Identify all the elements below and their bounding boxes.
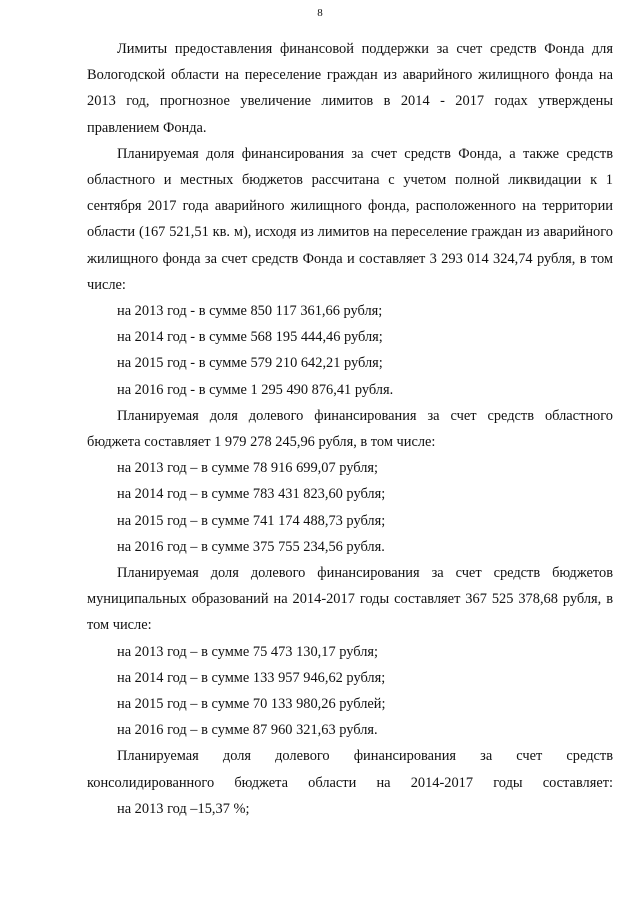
list-item: на 2015 год – в сумме 741 174 488,73 рубля; (117, 512, 386, 529)
document-body (87, 36, 613, 822)
list-item: на 2015 год – в сумме 70 133 980,26 рублей; (117, 696, 386, 713)
list-item: на 2016 год - в сумме 1 295 490 876,41 рубля. (117, 381, 394, 398)
list-item: на 2015 год - в сумме 579 210 642,21 рубля; (117, 355, 383, 372)
paragraph: Планируемая доля долевого финансирования за счет средств областного бюджета составляет 1 979 278 245,96 рубля, в том числе: (87, 407, 613, 451)
list-item: на 2013 год – в сумме 75 473 130,17 рубля; (117, 643, 379, 660)
list-item: на 2014 год – в сумме 133 957 946,62 рубля; (117, 669, 386, 686)
list-item: на 2014 год – в сумме 783 431 823,60 рубля; (117, 486, 386, 503)
list-item: на 2013 год - в сумме 850 117 361,66 рубля; (117, 303, 383, 320)
paragraph: Планируемая доля долевого финансирования за счет средств бюджетов муниципальных образований на 2014-2017 годы составляет 367 525 378,68 рубля, в том числе: (87, 565, 613, 634)
list-item: на 2013 год –15,37 %; (117, 800, 250, 817)
list-item: на 2013 год – в сумме 78 916 699,07 рубля; (117, 460, 379, 477)
paragraph: Планируемая доля финансирования за счет средств Фонда, а также средств областного и местных бюджетов рассчитана с учетом полной ликвидации к 1 сентября 2017 года аварийного жилищного фонда, расположенного на территории области (167 521,51 кв. м), исходя из лимитов на переселение граждан из аварийного жилищного фонда за счет средств Фонда и составляет 3 293 014 324,74 рубля, в том числе: (87, 145, 613, 293)
page-number: 8 (317, 7, 323, 19)
list-item: на 2016 год – в сумме 375 755 234,56 рубля. (117, 538, 385, 555)
paragraph: Лимиты предоставления финансовой поддержки за счет средств Фонда для Вологодской области на переселение граждан из аварийного жилищного фонда на 2013 год, прогнозное увеличение лимитов в 2014 - 2017 годах утверждены правлением Фонда. (87, 41, 613, 136)
list-item: на 2014 год - в сумме 568 195 444,46 рубля; (117, 329, 383, 346)
paragraph: Планируемая доля долевого финансирования за счет средств консолидированного бюджета области на 2014-2017 годы составляет: (87, 748, 613, 791)
list-item: на 2016 год – в сумме 87 960 321,63 рубля. (117, 722, 378, 739)
